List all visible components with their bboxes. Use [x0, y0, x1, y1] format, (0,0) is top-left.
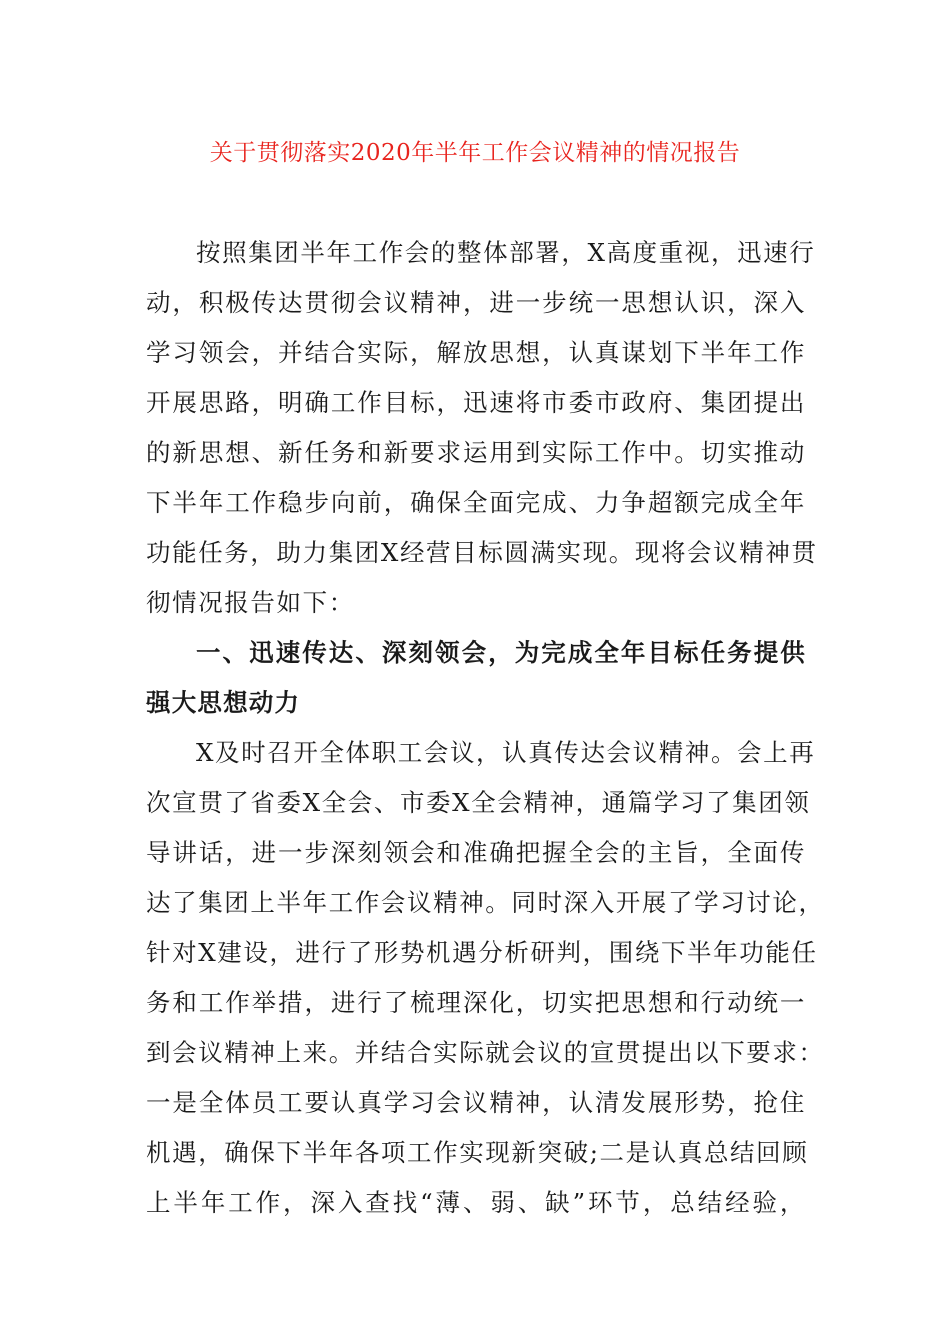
paragraph-line: 彻情况报告如下： — [146, 588, 355, 617]
paragraph-line: 开展思路，明确工作目标，迅速将市委市政府、集团提出 — [146, 388, 806, 417]
paragraph-line: 导讲话，进一步深刻领会和准确把握全会的主旨，全面传 — [146, 838, 806, 867]
paragraph-line: 务和工作举措，进行了梳理深化，切实把思想和行动统一 — [146, 988, 806, 1017]
paragraph-line: X及时召开全体职工会议，认真传达会议精神。会上再 — [196, 738, 816, 767]
paragraph-line: 的新思想、新任务和新要求运用到实际工作中。切实推动 — [146, 438, 806, 467]
document-title: 关于贯彻落实2020年半年工作会议精神的情况报告 — [209, 140, 741, 166]
paragraph-line: 功能任务，助力集团X经营目标圆满实现。现将会议精神贯 — [146, 538, 818, 567]
document-body — [146, 228, 825, 1228]
paragraph-line: 机遇，确保下半年各项工作实现新突破;二是认真总结回顾 — [146, 1138, 809, 1167]
paragraph-section-1 — [146, 728, 825, 1228]
paragraph-line: 次宣贯了省委X全会、市委X全会精神，通篇学习了集团领 — [146, 788, 811, 817]
section-heading — [146, 628, 806, 728]
paragraph-line: 上半年工作，深入查找“薄、弱、缺”环节，总结经验， — [146, 1188, 806, 1217]
paragraph-line: 按照集团半年工作会的整体部署，X高度重视，迅速行 — [196, 238, 816, 267]
paragraph-line: 学习领会，并结合实际，解放思想，认真谋划下半年工作 — [146, 338, 806, 367]
paragraph-line: 动，积极传达贯彻会议精神，进一步统一思想认识，深入 — [146, 288, 806, 317]
paragraph-line: 下半年工作稳步向前，确保全面完成、力争超额完成全年 — [146, 488, 806, 517]
paragraph-intro — [146, 228, 818, 628]
heading-line: 一、迅速传达、深刻领会，为完成全年目标任务提供 — [196, 638, 806, 667]
heading-line: 强大思想动力 — [146, 688, 301, 717]
paragraph-line: 达了集团上半年工作会议精神。同时深入开展了学习讨论， — [146, 888, 825, 917]
paragraph-line: 一是全体员工要认真学习会议精神，认清发展形势，抢住 — [146, 1088, 806, 1117]
paragraph-line: 针对X建设，进行了形势机遇分析研判，围绕下半年功能任 — [146, 938, 818, 967]
paragraph-line: 到会议精神上来。并结合实际就会议的宣贯提出以下要求： — [146, 1038, 825, 1067]
